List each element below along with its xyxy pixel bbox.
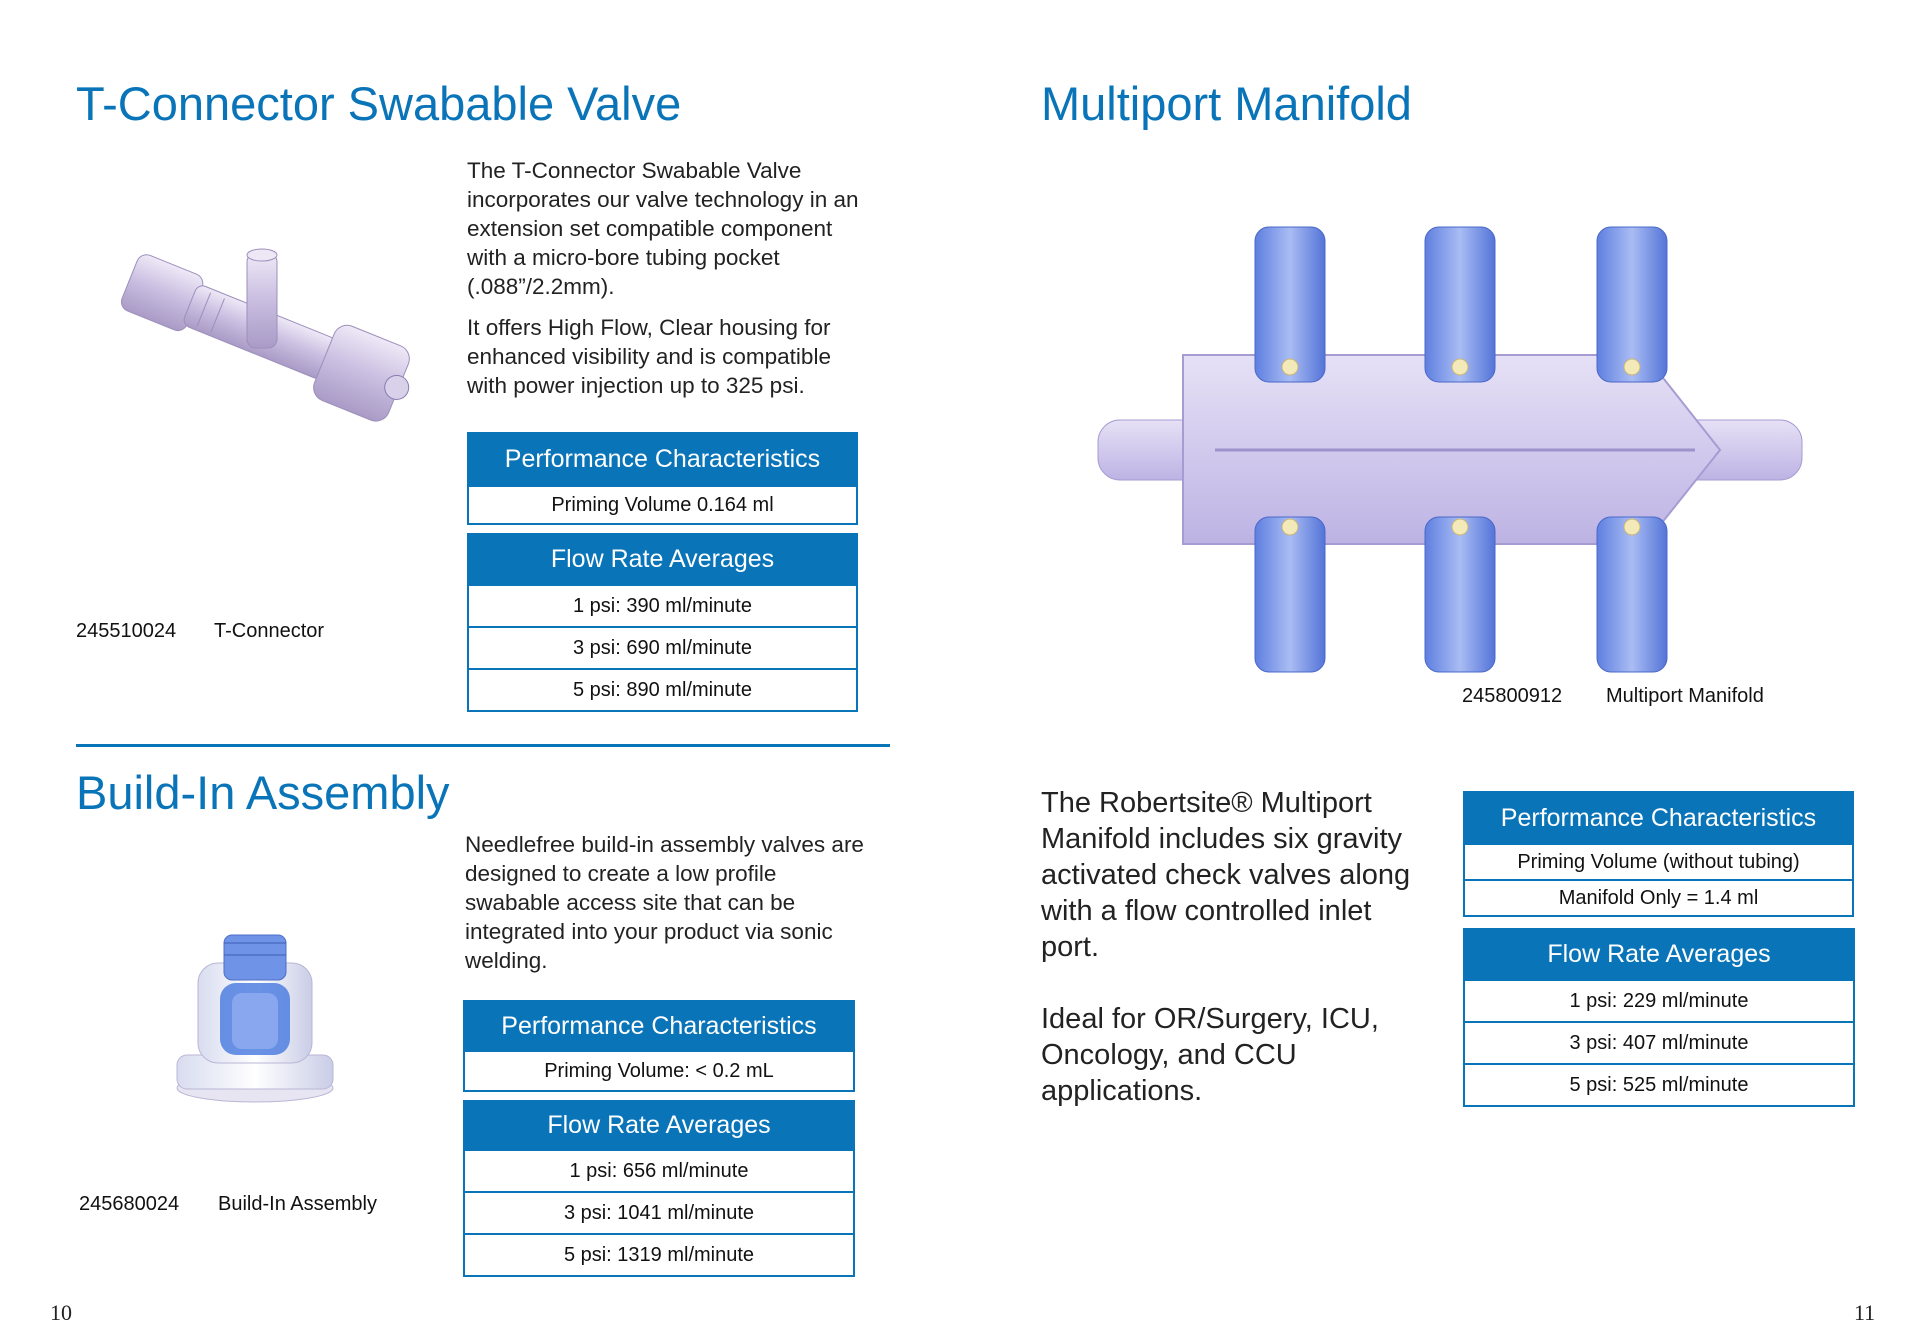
buildin-image [172, 925, 337, 1105]
table-row: Manifold Only = 1.4 ml [1465, 879, 1852, 915]
tconnector-part-number: 245510024 [76, 620, 177, 642]
manifold-part-number: 245800912 [1462, 685, 1563, 707]
table-row: 3 psi: 407 ml/minute [1465, 1021, 1853, 1063]
table-row: 3 psi: 690 ml/minute [469, 626, 856, 668]
table-row: 3 psi: 1041 ml/minute [465, 1191, 853, 1233]
buildin-title: Build-In Assembly [76, 766, 450, 819]
manifold-title: Multiport Manifold [1041, 77, 1412, 130]
table-header: Performance Characteristics [1465, 793, 1852, 843]
table-header: Flow Rate Averages [1465, 930, 1853, 979]
tconnector-performance-table [467, 432, 858, 525]
tconnector-image [95, 225, 435, 475]
manifold-paragraph-2: Ideal for OR/Surgery, ICU, Oncology, and CCU applications. [1041, 1003, 1379, 1107]
tconnector-description [467, 156, 867, 412]
buildin-part-name: Build-In Assembly [218, 1193, 377, 1215]
buildin-paragraph-1: Needlefree build-in assembly valves are designed to create a low profile swabable access site that can be integrated into your product via sonic welding. [465, 832, 864, 973]
page-number-left: 10 [50, 1300, 72, 1325]
manifold-description [1041, 785, 1411, 1145]
table-row: 1 psi: 229 ml/minute [1465, 979, 1853, 1021]
buildin-part-number: 245680024 [79, 1193, 180, 1215]
manifold-part-name: Multiport Manifold [1606, 685, 1764, 707]
table-header: Flow Rate Averages [465, 1102, 853, 1149]
table-row: 5 psi: 890 ml/minute [469, 668, 856, 710]
manifold-flow-table [1463, 928, 1855, 1107]
table-header: Flow Rate Averages [469, 535, 856, 584]
buildin-description [465, 830, 865, 987]
tconnector-part-name: T-Connector [214, 620, 325, 642]
table-row: Priming Volume (without tubing) [1465, 843, 1852, 879]
table-row: 1 psi: 390 ml/minute [469, 584, 856, 626]
table-header: Performance Characteristics [469, 434, 856, 485]
table-row: 5 psi: 525 ml/minute [1465, 1063, 1853, 1105]
table-row: 5 psi: 1319 ml/minute [465, 1233, 853, 1275]
manifold-image [1095, 222, 1805, 677]
section-divider [76, 744, 890, 747]
tconnector-flow-table [467, 533, 858, 712]
table-row: 1 psi: 656 ml/minute [465, 1149, 853, 1191]
buildin-flow-table [463, 1100, 855, 1277]
table-row: Priming Volume: < 0.2 mL [465, 1050, 853, 1090]
table-row: Priming Volume 0.164 ml [469, 485, 856, 523]
page-number-right: 11 [1854, 1300, 1876, 1325]
tconnector-paragraph-2: It offers High Flow, Clear housing for enhanced visibility and is compatible with power injection up to 325 psi. [467, 315, 831, 398]
manifold-paragraph-1: The Robertsite® Multiport Manifold includes six gravity activated check valves along with a flow controlled inlet port. [1041, 787, 1411, 963]
table-header: Performance Characteristics [465, 1002, 853, 1050]
tconnector-title: T-Connector Swabable Valve [76, 77, 682, 130]
manifold-performance-table [1463, 791, 1854, 917]
tconnector-paragraph-1: The T-Connector Swabable Valve incorporates our valve technology in an extension set compatible component with a micro-bore tubing pocket (.088”/2.2mm). [467, 158, 859, 299]
buildin-performance-table [463, 1000, 855, 1092]
